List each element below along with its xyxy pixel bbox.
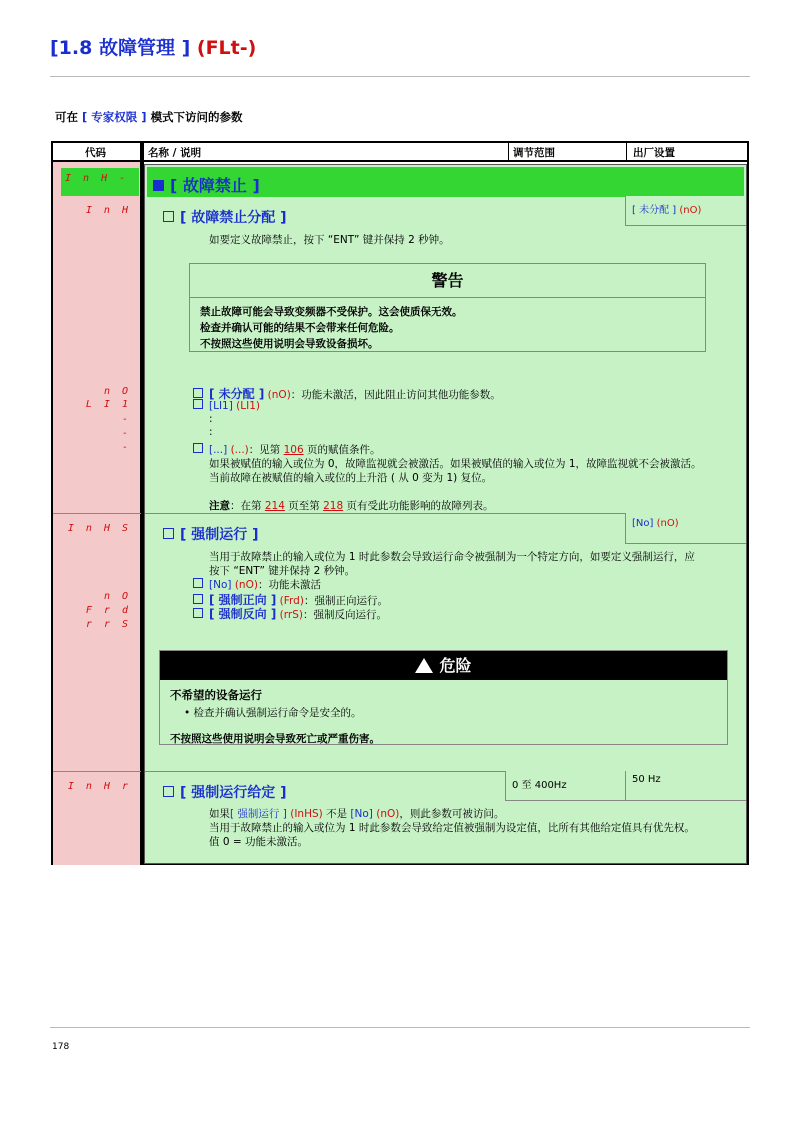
header-divider-2 — [626, 143, 627, 160]
inhr-code: I n H r — [67, 781, 131, 792]
inh-option-no: [ 未分配 ] (nO)：功能未激活，因此阻止访问其他功能参数。 — [193, 385, 501, 402]
checkbox-icon — [163, 528, 174, 539]
inhs-default: [No] (nO) — [625, 513, 746, 544]
option-code: - — [121, 414, 131, 425]
danger-bullet: • 检查并确认强制运行命令是安全的。 — [184, 707, 362, 719]
square-icon — [153, 180, 164, 191]
checkbox-icon — [193, 608, 203, 618]
inhr-detail: 当用于故障禁止的输入或位为 1 时此参数会导致给定值被强制为设定值，比所有其他给定值具有优先权。 — [209, 822, 695, 834]
option-code: r r S — [85, 619, 131, 630]
access-note: 可在 [ 专家权限 ] 模式下访问的参数 — [55, 110, 243, 124]
menu-code: I n H - — [65, 173, 129, 184]
inhr-condition: 如果[ 强制运行 ] (InHS) 不是 [No] (nO)，则此参数可被访问。 — [209, 808, 505, 820]
inh-option-more: [...] (...)：见第 106 页的赋值条件。 — [193, 442, 381, 457]
warning-line: 禁止故障可能会导致变频器不受保护。这会使质保无效。 — [200, 306, 463, 318]
inhr-title: [ 强制运行给定 ] — [163, 782, 287, 802]
warning-line: 检查并确认可能的结果不会带来任何危险。 — [200, 322, 400, 334]
option-code: n O — [103, 591, 131, 602]
inh-detail: 如果被赋值的输入或位为 0，故障监视就会被激活。如果被赋值的输入或位为 1，故障监视就不会被激活。 — [209, 458, 702, 470]
inhs-description: 当用于故障禁止的输入或位为 1 时此参数会导致运行命令被强制为一个特定方向，如要定义强制运行，应 — [209, 551, 695, 563]
page-title: [1.8 故障管理 ] (FLt-) — [50, 37, 257, 59]
danger-box — [159, 650, 728, 745]
danger-heading: 不希望的设备运行 — [170, 688, 262, 702]
title-divider — [50, 76, 750, 77]
header-divider-1 — [508, 143, 509, 160]
ellipsis-dot: : — [209, 413, 213, 425]
inh-detail: 当前故障在被赋值的输入或位的上升沿 ( 从 0 变为 1) 复位。 — [209, 472, 493, 484]
inh-option-li1: [LI1] (LI1) — [193, 399, 260, 412]
checkbox-icon — [193, 578, 203, 588]
warning-box — [189, 263, 706, 352]
warning-title: 警告 — [190, 264, 705, 298]
checkbox-icon — [193, 388, 203, 398]
row-separator — [53, 513, 141, 514]
page-link[interactable]: 218 — [323, 500, 344, 512]
table-header: 代码 名称 / 说明 调节范围 出厂设置 — [53, 143, 747, 162]
inh-description: 如要定义故障禁止，按下 “ENT” 键并保持 2 秒钟。 — [209, 234, 450, 246]
inhs-title: [ 强制运行 ] — [163, 524, 259, 544]
checkbox-icon — [193, 594, 203, 604]
page-link[interactable]: 214 — [264, 500, 285, 512]
inhr-detail: 值 0 = 功能未激活。 — [209, 836, 308, 848]
checkbox-icon — [163, 786, 174, 797]
danger-footer: 不按照这些使用说明会导致死亡或严重伤害。 — [170, 733, 380, 745]
inhs-code: I n H S — [67, 523, 131, 534]
page-link[interactable]: 106 — [283, 444, 304, 456]
option-code: - — [121, 428, 131, 439]
inhs-option-no: [No] (nO)：功能未激活 — [193, 577, 321, 592]
danger-title-bar: 危险 — [160, 651, 727, 680]
inhs-option-rrs: [ 强制反向 ] (rrS)：强制反向运行。 — [193, 605, 387, 622]
checkbox-icon — [193, 399, 203, 409]
row-separator — [53, 771, 141, 772]
warning-triangle-icon — [415, 658, 433, 673]
inh-code: I n H — [85, 205, 131, 216]
inhs-description: 按下 “ENT” 键并保持 2 秒钟。 — [209, 565, 356, 577]
footer-divider — [50, 1027, 750, 1028]
inhs-option-frd: [ 强制正向 ] (Frd)：强制正向运行。 — [193, 591, 388, 608]
option-code: n O — [103, 386, 131, 397]
option-code: L I 1 — [85, 399, 131, 410]
option-code: - — [121, 442, 131, 453]
parameter-table — [51, 141, 749, 865]
ellipsis-dot: : — [209, 426, 213, 438]
checkbox-icon — [163, 211, 174, 222]
inh-default: [ 未分配 ] (nO) — [625, 196, 746, 226]
page-number: 178 — [52, 1042, 70, 1052]
checkbox-icon — [193, 443, 203, 453]
inhr-default: 50 Hz — [625, 771, 746, 801]
option-code: F r d — [85, 605, 131, 616]
inhr-range: 0 至 400Hz — [505, 771, 626, 801]
warning-line: 不按照这些使用说明会导致设备损坏。 — [200, 338, 379, 350]
inh-title: [ 故障禁止分配 ] — [163, 207, 287, 227]
inh-note: 注意：在第 214 页至第 218 页有受此功能影响的故障列表。 — [209, 500, 494, 512]
menu-title: [ 故障禁止 ] — [153, 173, 260, 196]
